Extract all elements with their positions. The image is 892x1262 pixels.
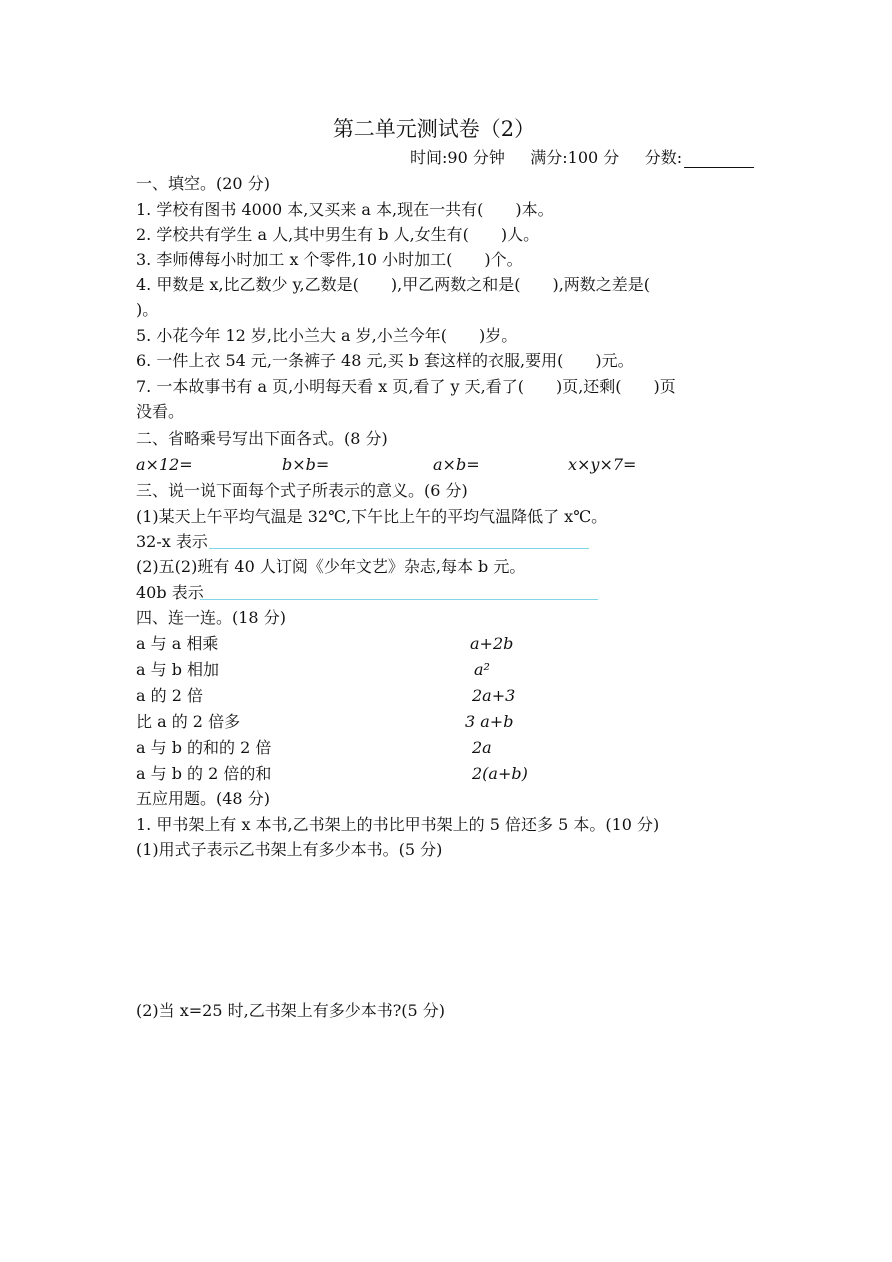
match-right-6: 2(a+b) xyxy=(472,764,528,783)
match-right-5: 2a xyxy=(472,738,492,757)
meaning-problem-1: (1)某天上午平均气温是 32℃,下午比上午的平均气温降低了 x℃。 xyxy=(136,507,608,526)
section2-heading: 二、省略乘号写出下面各式。(8 分) xyxy=(136,429,388,448)
fill-question-4: 4. 甲数是 x,比乙数少 y,乙数是( ),甲乙两数之和是( ),两数之差是( xyxy=(136,275,651,294)
match-right-4: 3 a+b xyxy=(465,712,514,731)
score-label: 分数: xyxy=(644,148,683,167)
match-left-4: 比 a 的 2 倍多 xyxy=(136,712,241,731)
full-score: 满分:100 分 xyxy=(530,148,620,167)
fill-question-7: 7. 一本故事书有 a 页,小明每天看 x 页,看了 y 天,看了( )页,还剩( )页 xyxy=(136,377,676,396)
fill-question-5: 5. 小花今年 12 岁,比小兰大 a 岁,小兰今年( )岁。 xyxy=(136,326,518,345)
expr-item-4: x×y×7= xyxy=(568,455,637,474)
section3-heading: 三、说一说下面每个式子所表示的意义。(6 分) xyxy=(136,481,468,500)
score-blank xyxy=(684,151,754,168)
fill-question-3: 3. 李师傅每小时加工 x 个零件,10 小时加工( )个。 xyxy=(136,250,523,269)
word-problem-1a: (1)用式子表示乙书架上有多少本书。(5 分) xyxy=(136,840,443,859)
section5-heading: 五应用题。(48 分) xyxy=(136,789,270,808)
match-left-3: a 的 2 倍 xyxy=(136,686,203,705)
word-problem-1b: (2)当 x=25 时,乙书架上有多少本书?(5 分) xyxy=(136,1001,446,1020)
fill-question-7-cont: 没看。 xyxy=(136,402,185,421)
answer-line-2 xyxy=(200,599,598,600)
match-right-1: a+2b xyxy=(470,634,514,653)
meaning-expr-2: 40b 表示 xyxy=(136,583,204,602)
answer-line-1 xyxy=(209,548,589,549)
fill-question-4-cont: )。 xyxy=(136,300,159,319)
match-right-3: 2a+3 xyxy=(472,686,516,705)
section1-heading: 一、填空。(20 分) xyxy=(136,174,270,193)
expr-item-3: a×b= xyxy=(433,455,480,474)
fill-question-2: 2. 学校共有学生 a 人,其中男生有 b 人,女生有( )人。 xyxy=(136,225,540,244)
exam-meta xyxy=(410,148,754,168)
fill-question-6: 6. 一件上衣 54 元,一条裤子 48 元,买 b 套这样的衣服,要用( )元。 xyxy=(136,351,634,370)
page-title: 第二单元测试卷（2） xyxy=(332,117,536,141)
match-left-6: a 与 b 的 2 倍的和 xyxy=(136,764,272,783)
expr-item-1: a×12= xyxy=(136,455,193,474)
expr-item-2: b×b= xyxy=(282,455,330,474)
section4-heading: 四、连一连。(18 分) xyxy=(136,608,286,627)
meaning-problem-2: (2)五(2)班有 40 人订阅《少年文艺》杂志,每本 b 元。 xyxy=(136,557,526,576)
match-left-2: a 与 b 相加 xyxy=(136,660,220,679)
time-limit: 时间:90 分钟 xyxy=(410,148,505,167)
match-left-5: a 与 b 的和的 2 倍 xyxy=(136,738,272,757)
meaning-expr-1: 32-x 表示 xyxy=(136,532,208,551)
fill-question-1: 1. 学校有图书 4000 本,又买来 a 本,现在一共有( )本。 xyxy=(136,200,554,219)
match-left-1: a 与 a 相乘 xyxy=(136,634,219,653)
match-right-2: a² xyxy=(474,660,490,679)
word-problem-1: 1. 甲书架上有 x 本书,乙书架上的书比甲书架上的 5 倍还多 5 本。(10 分) xyxy=(136,815,660,834)
